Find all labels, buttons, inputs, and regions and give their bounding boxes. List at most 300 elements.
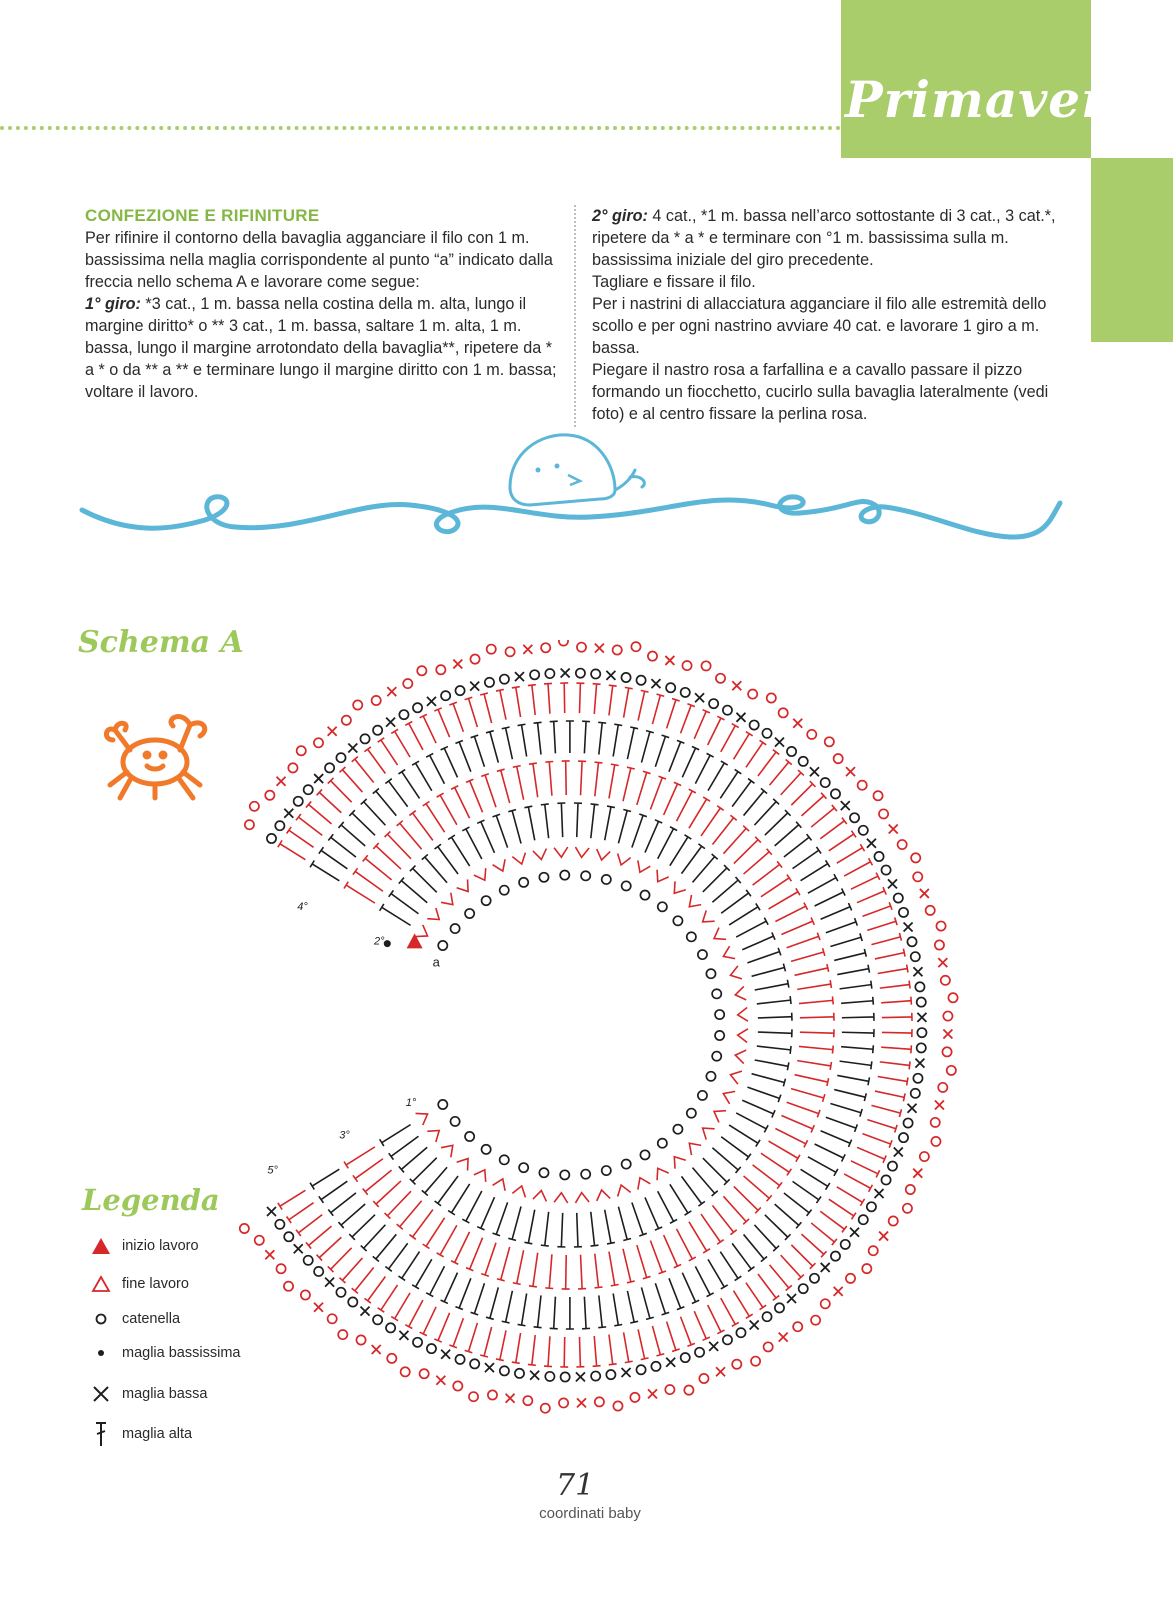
chain-stitch <box>712 989 721 998</box>
double-crochet-stitch <box>544 1336 552 1366</box>
chain-stitch <box>348 1297 357 1306</box>
double-crochet-stitch <box>349 810 375 835</box>
round-label: 1° <box>405 1097 417 1110</box>
double-crochet-stitch <box>624 1332 633 1362</box>
single-crochet-stitch <box>506 1394 515 1403</box>
double-crochet-stitch <box>389 1136 419 1159</box>
double-crochet-stitch <box>742 1100 775 1117</box>
chain-stitch <box>651 1362 660 1371</box>
double-crochet-stitch <box>493 1202 508 1235</box>
increase-stitch <box>512 853 525 864</box>
double-crochet-stitch <box>545 762 553 796</box>
chain-stitch <box>658 902 667 911</box>
ribbons-paragraph: Per i nastrini di allacciatura agganciare il filo alle estremità dello scollo e per ogni nastrino avviare 40 cat. e lavorare 1 giro a m. bassa. <box>592 295 1047 357</box>
chain-stitch <box>453 1381 462 1390</box>
chain-stitch <box>723 706 732 715</box>
chain-stitch <box>748 689 757 698</box>
chain-stitch <box>559 1398 568 1407</box>
double-crochet-stitch <box>593 684 601 714</box>
single-crochet-stitch <box>328 727 337 736</box>
chain-stitch <box>245 820 254 829</box>
chain-stitch <box>723 1335 732 1344</box>
double-crochet-stitch <box>409 1210 432 1240</box>
increase-stitch <box>703 910 715 921</box>
double-crochet-stitch <box>287 1203 314 1223</box>
chain-stitch <box>862 1264 871 1273</box>
double-crochet-stitch <box>493 814 508 847</box>
chain-stitch <box>911 1089 920 1098</box>
double-crochet-stitch <box>645 820 662 853</box>
double-crochet-stitch <box>734 837 761 864</box>
double-crochet-stitch <box>880 1061 910 1069</box>
double-crochet-stitch <box>632 1203 647 1236</box>
left-column <box>85 205 563 403</box>
double-crochet-stitch <box>410 866 437 893</box>
double-crochet-stitch <box>385 831 411 858</box>
chain-stitch <box>787 747 796 756</box>
double-crochet-stitch <box>306 1226 332 1248</box>
double-crochet-stitch <box>595 762 603 796</box>
single-crochet-stitch <box>821 1263 830 1272</box>
double-crochet-stitch <box>481 774 496 807</box>
double-crochet-stitch <box>797 1061 831 1070</box>
double-crochet-stitch <box>566 1297 574 1329</box>
chain-stitch <box>465 1132 474 1141</box>
double-crochet-stitch <box>829 831 856 851</box>
double-crochet-stitch <box>721 724 739 752</box>
double-crochet-stitch <box>528 685 536 715</box>
chain-stitch <box>386 1323 395 1332</box>
chain-stitch <box>581 871 590 880</box>
double-crochet-stitch <box>775 822 802 846</box>
double-crochet-stitch <box>423 1218 445 1249</box>
double-crochet-stitch <box>844 858 872 876</box>
single-crochet-stitch <box>622 1368 631 1377</box>
increase-stitch <box>533 1191 546 1202</box>
double-crochet-stitch <box>821 1131 852 1147</box>
single-crochet-stitch <box>386 718 395 727</box>
double-crochet-stitch <box>875 1091 905 1101</box>
chain-stitch <box>275 821 284 830</box>
double-crochet-stitch <box>399 878 427 903</box>
double-crochet-stitch <box>721 1137 751 1160</box>
increase-stitch <box>657 1168 669 1180</box>
increase-stitch <box>657 870 669 882</box>
single-crochet-stitch <box>841 801 850 810</box>
double-crochet-stitch <box>296 1215 322 1236</box>
chain-stitch <box>338 1330 347 1339</box>
chain-stitch <box>858 781 867 790</box>
single-crochet-stitch <box>695 693 704 702</box>
chain-stitch <box>903 1204 912 1213</box>
increase-stitch <box>474 1170 486 1182</box>
double-crochet-stitch <box>422 1167 447 1195</box>
increase-stitch <box>735 986 746 999</box>
chain-stitch <box>767 693 776 702</box>
double-crochet-stitch <box>837 1187 865 1206</box>
double-crochet-stitch <box>591 804 599 838</box>
double-crochet-stitch <box>591 1212 599 1246</box>
double-crochet-stitch <box>306 801 332 823</box>
double-crochet-stitch <box>881 997 911 1005</box>
chain-stitch <box>831 1252 840 1261</box>
single-crochet-stitch <box>913 967 922 976</box>
chain-stitch <box>698 1091 707 1100</box>
chain-stitch <box>869 1246 878 1255</box>
chain-stitch <box>581 1170 590 1179</box>
single-crochet-stitch <box>595 644 604 653</box>
chain-stitch <box>775 1303 784 1312</box>
chain-stitch <box>487 645 496 654</box>
double-crochet-stitch <box>842 1029 874 1037</box>
double-crochet-stitch <box>650 776 666 809</box>
increase-stitch <box>638 860 650 872</box>
double-crochet-stitch <box>576 683 584 713</box>
increase-stitch <box>427 908 439 920</box>
double-crochet-stitch <box>512 687 521 717</box>
double-crochet-stitch <box>385 1191 411 1218</box>
double-crochet-stitch <box>480 693 491 723</box>
chain-stitch <box>314 1267 323 1276</box>
increase-stitch <box>512 1186 525 1197</box>
increase-stitch <box>493 859 506 871</box>
single-crochet-stitch <box>750 1320 759 1329</box>
double-crochet-stitch <box>618 809 631 843</box>
chain-stitch <box>712 1052 721 1061</box>
double-crochet-stitch <box>497 1247 510 1281</box>
chain-stitch <box>917 1043 926 1052</box>
double-crochet-stitch <box>658 827 677 859</box>
double-crochet-stitch <box>420 1307 436 1336</box>
double-crochet-stitch <box>791 948 825 961</box>
single-crochet-stitch <box>361 1307 370 1316</box>
section-title: Primavera <box>845 70 1142 129</box>
chain-stitch <box>941 976 950 985</box>
double-crochet-stitch <box>364 1277 385 1304</box>
double-crochet-stitch <box>471 735 485 767</box>
chain-stitch <box>523 1396 532 1405</box>
double-crochet-stitch <box>701 1214 724 1244</box>
chain-stitch <box>387 1354 396 1363</box>
cut-paragraph: Tagliare e fissare il filo. <box>592 273 756 291</box>
double-crochet-stitch <box>808 1157 838 1176</box>
chain-stitch <box>519 878 528 887</box>
increase-stitch <box>554 847 568 857</box>
double-crochet-stitch <box>753 861 782 885</box>
double-crochet-stitch <box>609 1335 617 1365</box>
double-crochet-stitch <box>637 1245 651 1279</box>
single-crochet-stitch <box>850 1228 859 1237</box>
chain-stitch <box>613 1401 622 1410</box>
chain-stitch <box>899 908 908 917</box>
increase-stitch <box>738 1008 748 1022</box>
double-crochet-stitch <box>566 721 574 753</box>
double-crochet-stitch <box>729 1125 760 1146</box>
chain-stitch <box>881 865 890 874</box>
round2-label: 2° giro: <box>592 207 648 225</box>
double-crochet-stitch <box>708 1305 725 1334</box>
chain-stitch <box>488 1390 497 1399</box>
increase-stitch <box>730 966 741 979</box>
double-crochet-stitch <box>781 1116 814 1133</box>
chain-stitch <box>482 1145 491 1154</box>
double-crochet-stitch <box>637 771 651 805</box>
double-crochet-stitch <box>310 1169 339 1189</box>
increase-stitch <box>638 1178 650 1190</box>
double-crochet-stitch <box>560 1337 568 1367</box>
increase-stitch <box>738 1029 748 1043</box>
round-label: 3° <box>339 1129 350 1142</box>
double-crochet-stitch <box>875 949 905 959</box>
double-crochet-stitch <box>344 1147 375 1168</box>
double-crochet-stitch <box>795 1075 829 1086</box>
double-crochet-stitch <box>752 964 786 977</box>
double-crochet-stitch <box>802 793 827 816</box>
double-crochet-stitch <box>821 903 852 919</box>
double-crochet-stitch <box>871 1105 901 1117</box>
increase-stitch <box>457 879 468 891</box>
double-crochet-stitch <box>791 781 815 805</box>
single-crochet-stitch <box>314 1303 323 1312</box>
double-crochet-stitch <box>373 1234 397 1261</box>
chain-stitch <box>505 647 514 656</box>
single-crochet-stitch <box>427 697 436 706</box>
double-crochet-stitch <box>595 1254 603 1288</box>
round1-text: *3 cat., 1 m. bassa nella costina della m. alta, lungo il margine diritto* o ** 3 cat., 1 m. bassa, saltare 1 m. alta, 1 m. bassa, lungo il margine arrotondato della bavaglia**, ripetere da * a * o da ** a ** e terminare lungo il margine diritto con 1 m. bassa; voltare il lavoro. <box>85 295 557 401</box>
double-crochet-stitch <box>481 1243 496 1276</box>
double-crochet-stitch <box>811 1223 837 1245</box>
single-crochet-stitch <box>325 1278 334 1287</box>
chain-stitch <box>284 1232 293 1241</box>
double-crochet-stitch <box>721 890 751 913</box>
chain-stitch <box>636 676 645 685</box>
double-crochet-stitch <box>708 761 728 791</box>
double-crochet-stitch <box>867 917 897 930</box>
double-crochet-stitch <box>882 1029 912 1037</box>
round2-paragraph <box>592 205 1062 271</box>
double-crochet-stitch <box>837 1075 869 1085</box>
double-crochet-stitch <box>557 803 565 837</box>
chain-stitch <box>360 734 369 743</box>
single-crochet-stitch <box>314 774 323 783</box>
slip-stitch <box>384 940 391 947</box>
single-crochet-stitch <box>908 1104 917 1113</box>
double-crochet-stitch <box>378 738 398 765</box>
legend-item-slip <box>88 1341 240 1365</box>
double-crochet-stitch <box>437 793 457 825</box>
page-number: 71 <box>556 1468 595 1503</box>
double-crochet-stitch <box>352 1268 374 1294</box>
chain-stitch <box>284 1282 293 1291</box>
chain-stitch <box>630 1393 639 1402</box>
double-crochet-stitch <box>669 740 684 771</box>
double-crochet-stitch <box>605 1210 615 1244</box>
double-crochet-stitch <box>670 835 691 866</box>
double-crochet-stitch <box>317 1237 342 1260</box>
single-crochet-stitch <box>284 809 293 818</box>
double-crochet-stitch <box>882 1013 912 1021</box>
double-crochet-stitch <box>881 1045 911 1053</box>
double-crochet-stitch <box>723 1196 749 1224</box>
increase-stitch <box>493 1179 506 1191</box>
legend-label: maglia bassa <box>122 1386 208 1402</box>
double-crochet-stitch <box>758 1274 779 1300</box>
double-crochet-stitch <box>627 727 638 759</box>
chain-stitch <box>903 1118 912 1127</box>
double-crochet-stitch <box>746 1283 766 1310</box>
double-crochet-stitch <box>391 729 410 757</box>
double-crochet-stitch <box>652 694 664 724</box>
chain-stitch <box>560 1170 569 1179</box>
chain-stitch <box>560 870 569 879</box>
double-crochet-stitch <box>703 865 730 892</box>
double-crochet-stitch <box>502 727 513 759</box>
double-crochet-stitch <box>841 997 873 1005</box>
chain-stitch <box>888 1161 897 1170</box>
chain-stitch <box>441 691 450 700</box>
single-crochet-stitch <box>888 879 897 888</box>
double-crochet-stitch <box>426 753 444 783</box>
increase-stitch <box>703 1128 715 1139</box>
single-crochet-stitch <box>453 660 462 669</box>
single-crochet-stitch <box>436 1376 445 1385</box>
double-crochet-stitch <box>545 1254 553 1288</box>
chain-stitch <box>810 1274 819 1283</box>
double-crochet-stitch <box>658 1191 677 1223</box>
double-crochet-stitch <box>795 964 829 975</box>
double-crochet-stitch <box>541 1212 549 1246</box>
chain-stitch <box>438 1100 447 1109</box>
chain-stitch <box>736 1328 745 1337</box>
chain-stitch <box>420 1369 429 1378</box>
double-crochet-stitch <box>815 1144 846 1162</box>
double-crochet-stitch <box>598 722 606 754</box>
double-crochet-stitch <box>480 1327 491 1357</box>
chain-stitch <box>595 1397 604 1406</box>
double-crochet-stitch <box>582 721 590 753</box>
double-crochet-stitch <box>373 843 401 869</box>
double-crochet-stitch <box>769 1141 800 1162</box>
double-crochet-stitch <box>758 1029 792 1037</box>
chain-stitch <box>915 982 924 991</box>
chain-stitch <box>673 916 682 925</box>
double-crochet-stitch <box>815 888 846 906</box>
double-crochet-stitch <box>693 1168 718 1196</box>
chain-stitch <box>500 1366 509 1375</box>
double-crochet-stitch <box>455 740 470 771</box>
double-crochet-stitch <box>736 918 768 937</box>
chain-stitch <box>417 666 426 675</box>
double-crochet-stitch <box>655 1283 669 1315</box>
single-crochet-stitch <box>920 889 929 898</box>
single-crochet-stitch <box>515 672 524 681</box>
outline-triangle-icon <box>88 1272 114 1296</box>
double-crochet-stitch <box>800 1029 834 1037</box>
double-crochet-stitch <box>652 1326 664 1356</box>
legend-label: fine lavoro <box>122 1276 189 1292</box>
legend-title: Legenda <box>82 1183 220 1217</box>
double-crochet-stitch <box>391 1293 410 1321</box>
double-crochet-stitch <box>744 788 767 815</box>
single-crochet-stitch <box>904 922 913 931</box>
double-crochet-stitch <box>677 789 696 821</box>
double-crochet-stitch <box>528 1335 536 1365</box>
double-crochet-stitch <box>862 902 892 916</box>
double-crochet-stitch <box>747 948 780 963</box>
double-crochet-stitch <box>319 1181 347 1203</box>
double-crochet-stitch <box>437 1225 457 1257</box>
double-crochet-stitch <box>512 1333 521 1363</box>
double-crochet-stitch <box>462 1191 481 1223</box>
double-crochet-stitch <box>801 1169 830 1189</box>
single-crochet-stitch <box>348 744 357 753</box>
double-crochet-stitch <box>761 1153 791 1175</box>
increase-stitch <box>597 849 610 860</box>
chain-stitch <box>867 1202 876 1211</box>
chain-stitch <box>541 643 550 652</box>
chain-stitch <box>373 1315 382 1324</box>
chain-stitch <box>926 906 935 915</box>
single-crochet-stitch <box>736 713 745 722</box>
double-crochet-stitch <box>871 933 901 945</box>
chain-stitch <box>541 1404 550 1413</box>
increase-stitch <box>674 1157 685 1169</box>
chain-stitch <box>709 699 718 708</box>
double-crochet-stitch <box>486 731 498 763</box>
double-crochet-stitch <box>770 760 792 786</box>
double-crochet-stitch <box>840 981 872 989</box>
double-crochet-stitch <box>664 782 681 815</box>
double-crochet-stitch <box>752 1074 786 1087</box>
chain-stitch <box>559 640 568 646</box>
chain-stitch <box>602 1166 611 1175</box>
single-crochet-stitch <box>775 738 784 747</box>
double-crochet-stitch <box>712 877 740 902</box>
double-crochet-stitch <box>435 844 458 874</box>
double-crochet-stitch <box>397 1201 422 1230</box>
chain-stitch <box>470 655 479 664</box>
double-crochet-stitch <box>781 1255 804 1280</box>
chain-stitch <box>687 932 696 941</box>
chain-stitch <box>715 1031 724 1040</box>
chain-stitch <box>450 924 459 933</box>
chain-stitch <box>304 785 313 794</box>
double-crochet-stitch <box>638 690 648 720</box>
chain-stitch <box>831 789 840 798</box>
double-crochet-stitch <box>744 1234 767 1261</box>
double-crochet-stitch <box>878 1077 908 1086</box>
increase-stitch <box>618 1185 631 1196</box>
chain-stitch <box>681 688 690 697</box>
double-crochet-stitch <box>412 761 432 791</box>
chain-stitch <box>942 1047 951 1056</box>
point-a-label: a <box>432 954 440 970</box>
single-crochet-stitch <box>577 1398 586 1407</box>
double-crochet-stitch <box>701 806 724 836</box>
increase-stitch <box>689 1143 701 1155</box>
double-crochet-stitch <box>712 1148 740 1173</box>
double-crochet-stitch <box>820 818 846 839</box>
chain-stitch <box>356 1335 365 1344</box>
double-crochet-stitch <box>638 1329 648 1359</box>
double-crochet-stitch <box>550 721 558 753</box>
double-crochet-stitch <box>840 1061 872 1069</box>
double-crochet-stitch <box>842 1013 874 1021</box>
double-crochet-stitch <box>761 875 791 897</box>
double-crochet-stitch <box>784 1193 812 1216</box>
double-crochet-stitch <box>841 1045 873 1053</box>
chain-stitch <box>821 778 830 787</box>
